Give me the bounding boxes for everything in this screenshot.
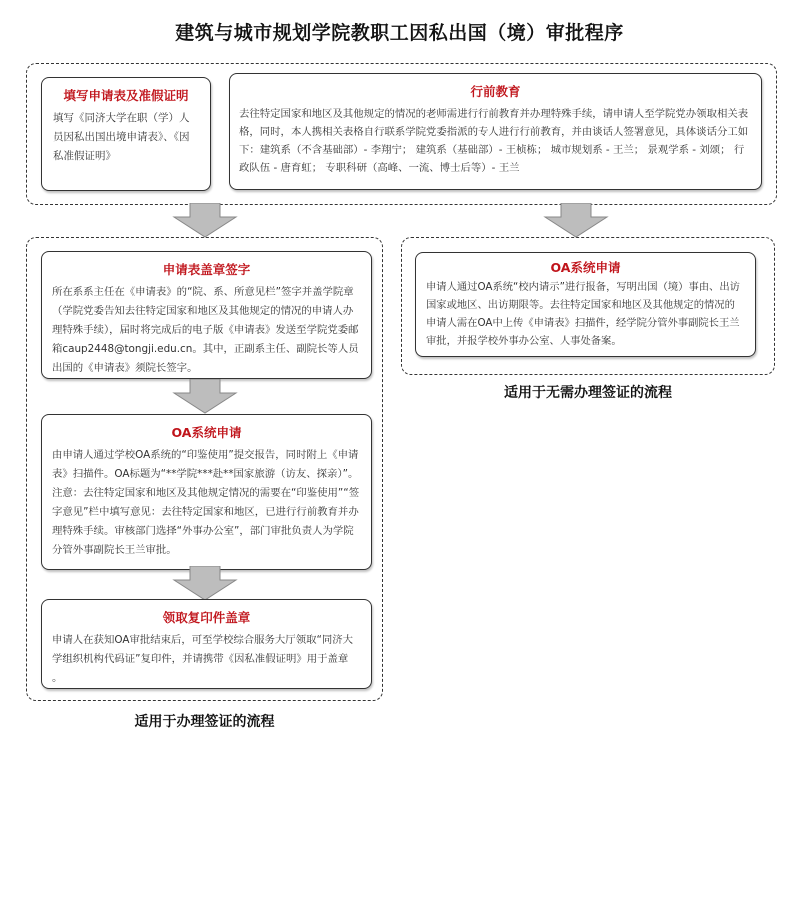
arrow-down-left-2 xyxy=(170,379,240,415)
no-visa-flow-caption: 适用于无需办理签证的流程 xyxy=(504,385,672,401)
oa-application-left-text: 由申请人通过学校OA系统的“印鉴使用”提交报告，同时附上《申请表》扫描件。OA标题为“**学院***赴**国家旅游（访友、探亲）”。注意：去往特定国家和地区及其他规定情况的需要在“印鉴使用”“签字意见”栏中填写意见：去往特定国家和地区，已进行行前教育并办理特殊手续。审核部门选择“外事办公室”，部门审批负责人为学院分管外事副院长王兰审批。 xyxy=(52,449,360,556)
arrow-down-left-3 xyxy=(170,566,240,602)
pre-departure-title: 行前教育 xyxy=(470,84,521,99)
collect-copy-box xyxy=(41,599,372,689)
pre-departure-box xyxy=(229,73,762,190)
stamp-sign-box xyxy=(41,251,372,379)
oa-application-right-text: 申请人通过OA系统“校内请示”进行报备，写明出国（境）事由、出访国家或地区、出访期限等。去往特定国家和地区及其他规定的情况的申请人需在OA中上传《申请表》扫描件，经学院分管外事副院长王兰审批，并报学校外事办公室、人事处备案。 xyxy=(426,281,740,347)
fill-form-title: 填写申请表及准假证明 xyxy=(63,88,189,103)
collect-copy-title: 领取复印件盖章 xyxy=(162,610,251,625)
arrow-down-right-1 xyxy=(541,203,611,239)
collect-copy-text: 申请人在获知OA审批结束后，可至学校综合服务大厅领取“同济大学组织机构代码证”复印件，并请携带《因私准假证明》用于盖章 。 xyxy=(52,634,354,684)
stamp-sign-title: 申请表盖章签字 xyxy=(162,262,251,277)
stamp-sign-text: 所在系系主任在《申请表》的“院、系、所意见栏”签字并盖学院章（学院党委告知去往特定国家和地区及其他规定的情况的申请人办理特殊手续），届时将完成后的电子版《申请表》发送至学院党委邮箱caup2448@tongji.edu.cn。其中，正副系主任、副院长等人员出国的《申请表》须院长签字。 xyxy=(52,286,359,374)
fill-form-text: 填写《同济大学在职（学）人员因私出国出境申请表》、《因私准假证明》 xyxy=(53,112,190,162)
arrow-down-left-1 xyxy=(170,203,240,239)
oa-application-left-box xyxy=(41,414,372,570)
page-title: 建筑与城市规划学院教职工因私出国（境）审批程序 xyxy=(175,22,624,44)
oa-application-left-title: OA系统申请 xyxy=(171,425,242,440)
oa-application-right-title: OA系统申请 xyxy=(550,260,621,275)
oa-application-right-box xyxy=(415,252,756,357)
visa-flow-caption: 适用于办理签证的流程 xyxy=(134,714,275,730)
pre-departure-text: 去往特定国家和地区及其他规定的情况的老师需进行行前教育并办理特殊手续，请申请人至学院党办领取相关表格，同时，本人携相关表格自行联系学院党委指派的专人进行行前教育，并由谈话人签署意见，具体谈话分工如下：建筑系（不含基础部）- 李翔宁； 建筑系（基础部）- 王桢栋； 城市规划系 - 王兰； 景观学系 - 刘颂； 行政队伍 - 唐育虹； 专职科研（高峰、一流、博士后等）- 王兰 xyxy=(239,108,749,174)
fill-form-box xyxy=(41,77,211,191)
